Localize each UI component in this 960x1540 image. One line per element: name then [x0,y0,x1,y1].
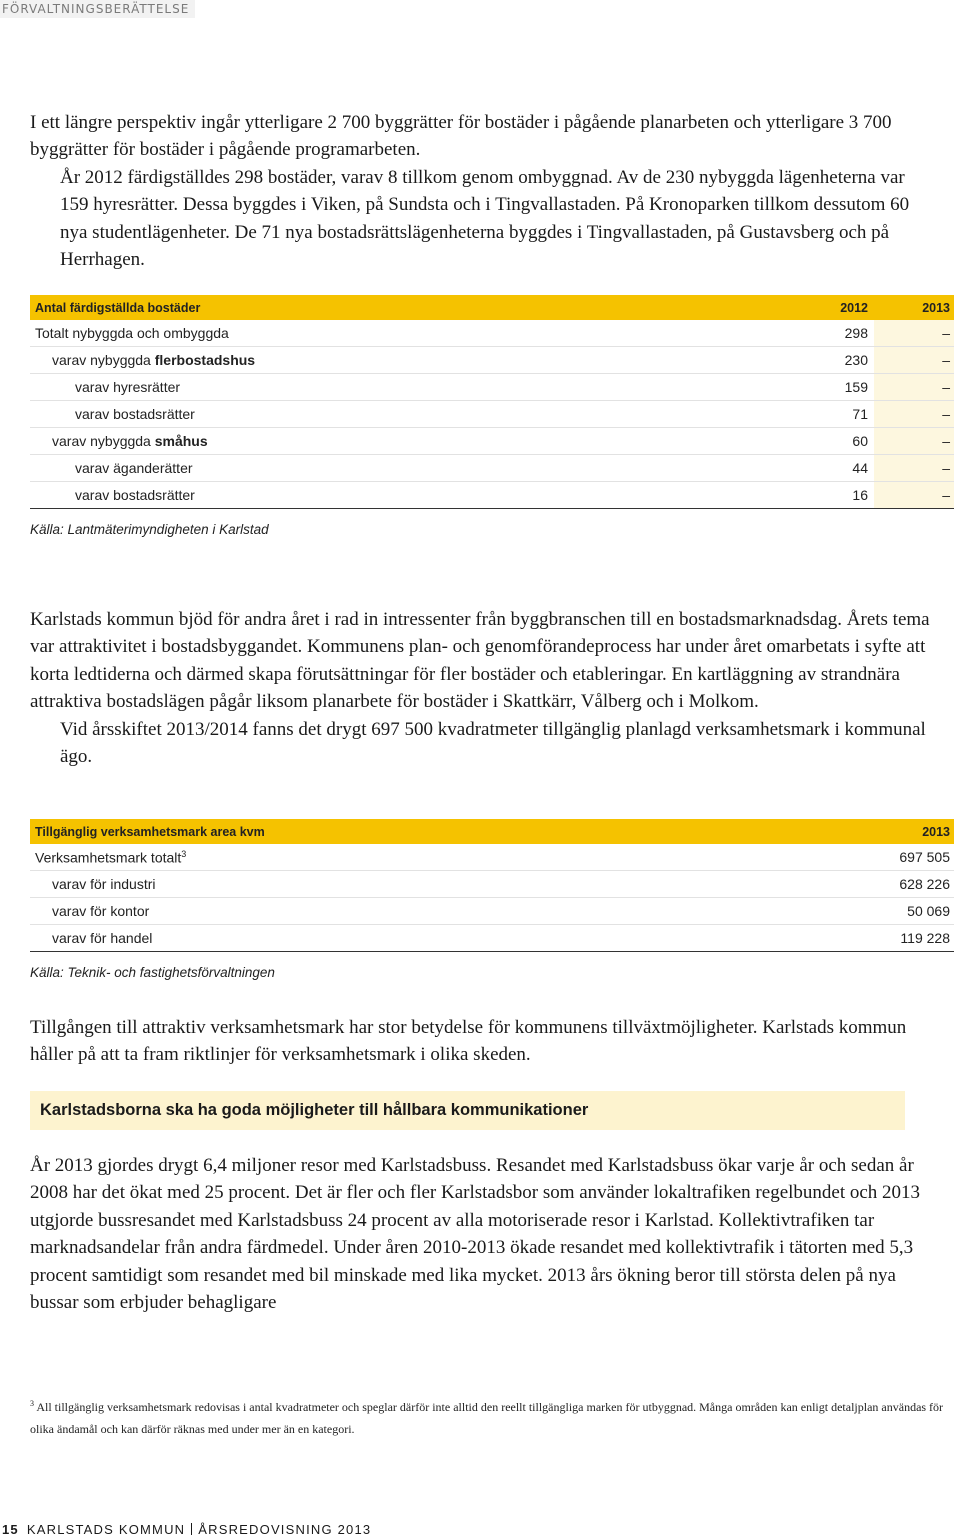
row-value-2012: 71 [788,401,874,428]
section-subheading: Karlstadsborna ska ha goda möjligheter till hållbara kommunikationer [30,1091,905,1130]
land-table [30,819,954,952]
footer-org: KARLSTADS KOMMUN [26,1522,186,1537]
row-value-2013: – [874,455,954,482]
page-number: 15 [2,1522,19,1537]
housing-col-2012: 2012 [788,295,874,320]
intro-text [30,109,930,273]
row-label-text: Verksamhetsmark totalt [35,849,182,866]
transport-paragraph: År 2013 gjordes drygt 6,4 miljoner resor med Karlstadsbuss. Resandet med Karlstadsbuss ökar varje år och sedan år 2008 har det ökat med 25 procent. Det är fler och fler Karlstadsbor som använder lokaltrafiken regelbundet och 2013 utgjorde bussresandet med Karlstadsbuss 24 procent av alla motoriserade resor i Karlstad. Kollektivtrafiken tar marknadsandelar från andra färdmedel. Under åren 2010-2013 ökade resandet med kollektivtrafik i tätorten med 5,3 procent samtidigt som resandet med bil minskade med lika mycket. 2013 års ökning beror till största delen på nya bussar som erbjuder behagligare [30,1155,921,1314]
land-col-2013: 2013 [850,819,954,844]
table-row [30,428,954,455]
page-footer [2,1522,371,1537]
row-value-2013: – [874,401,954,428]
housing-table-source: Källa: Lantmäterimyndigheten i Karlstad [30,522,269,537]
table-row [30,455,954,482]
row-value-2013: – [874,428,954,455]
footer-doc: ÅRSREDOVISNING 2013 [198,1522,372,1537]
row-value-2013: – [874,320,954,347]
footnote-marker: 3 [181,848,187,859]
table-row [30,374,954,401]
row-label [30,428,788,455]
row-label: varav för industri [30,871,850,898]
row-label: varav hyresrätter [30,374,788,401]
row-value-2012: 298 [788,320,874,347]
row-value-2013: 697 505 [850,844,954,871]
row-label: varav för kontor [30,898,850,925]
intro-paragraph-2: År 2012 färdigställdes 298 bostäder, varav 8 tillkom genom ombyggnad. Av de 230 nybyggda lägenheterna var 159 hyresrätter. Dessa byggdes i Viken, på Sundsta och i Tingvallastaden. På Kronoparken tillkom dessutom 60 nya studentlägenheter. De 71 nya bostadsrättslägenheterna byggdes i Tingvallastaden, på Gustavsberg och på Herrhagen. [60,166,910,271]
row-label-emphasis: flerbostadshus [154,352,256,368]
row-label: varav äganderätter [30,455,788,482]
table-row [30,871,954,898]
housing-table-header [30,295,954,320]
row-label: varav bostadsrätter [30,401,788,428]
housing-table-title: Antal färdigställda bostäder [30,295,788,320]
row-label-emphasis: småhus [154,433,208,449]
middle-paragraph-2: Vid årsskiftet 2013/2014 fanns det drygt 697 500 kvadratmeter tillgänglig planlagd verksamhetsmark i kommunal ägo. [60,718,926,768]
row-label [30,844,850,871]
footer-divider [191,1523,192,1535]
row-value-2012: 16 [788,482,874,509]
row-value-2013: – [874,347,954,374]
table-row [30,898,954,925]
row-value-2013: 119 228 [850,925,954,952]
table-row [30,320,954,347]
land-table-title: Tillgänglig verksamhetsmark area kvm [30,819,850,844]
table-row [30,844,954,871]
row-value-2012: 60 [788,428,874,455]
row-value-2013: – [874,482,954,509]
footnote-text: All tillgänglig verksamhetsmark redovisas i antal kvadratmeter och speglar därför inte alltid den reellt tillgängliga marken för utbyggnad. Många områden kan enligt detaljplan användas för olika ändamål och kan därför räknas med under mer än en kategori. [30,1400,944,1436]
row-label: varav bostadsrätter [30,482,788,509]
row-value-2013: – [874,374,954,401]
row-value-2013: 628 226 [850,871,954,898]
row-value-2012: 44 [788,455,874,482]
row-value-2013: 50 069 [850,898,954,925]
table-row [30,482,954,509]
land-table-header [30,819,954,844]
table-row [30,347,954,374]
row-label-prefix: varav nybyggda [52,433,155,449]
footnote-mark: 3 [30,1399,34,1408]
row-value-2012: 230 [788,347,874,374]
row-label: varav för handel [30,925,850,952]
table-row [30,925,954,952]
row-label [30,347,788,374]
middle-paragraph-1: Karlstads kommun bjöd för andra året i rad in intressenter från byggbranschen till en bostadsmarknadsdag. Årets tema var attraktivitet i bostadsbyggandet. Kommunens plan- och genomförandeprocess har under året omarbetats i syfte att korta ledtiderna och därmed skapa förutsättningar för fler bostäder och etableringar. En kartläggning av strandnära attraktiva bostadslägen pågår liksom planarbete för bostäder i Skattkärr, Vålberg och i Molkom. [30,609,930,713]
housing-table [30,295,954,509]
row-label: Totalt nybyggda och ombyggda [30,320,788,347]
land-table-source: Källa: Teknik- och fastighetsförvaltningen [30,965,275,980]
row-value-2012: 159 [788,374,874,401]
row-label-prefix: varav nybyggda [52,352,155,368]
section-label: FÖRVALTNINGSBERÄTTELSE [0,0,195,18]
footnote [30,1393,955,1440]
land-paragraph: Tillgången till attraktiv verksamhetsmark har stor betydelse för kommunens tillväxtmöjligheter. Karlstads kommun håller på att ta fram riktlinjer för verksamhetsmark i olika skeden. [30,1017,907,1066]
middle-text [30,606,930,770]
housing-col-2013: 2013 [874,295,954,320]
intro-paragraph-1: I ett längre perspektiv ingår ytterligare 2 700 byggrätter för bostäder i pågående planarbeten och ytterligare 3 700 byggrätter för bostäder i pågående programarbeten. [30,112,892,161]
table-row [30,401,954,428]
